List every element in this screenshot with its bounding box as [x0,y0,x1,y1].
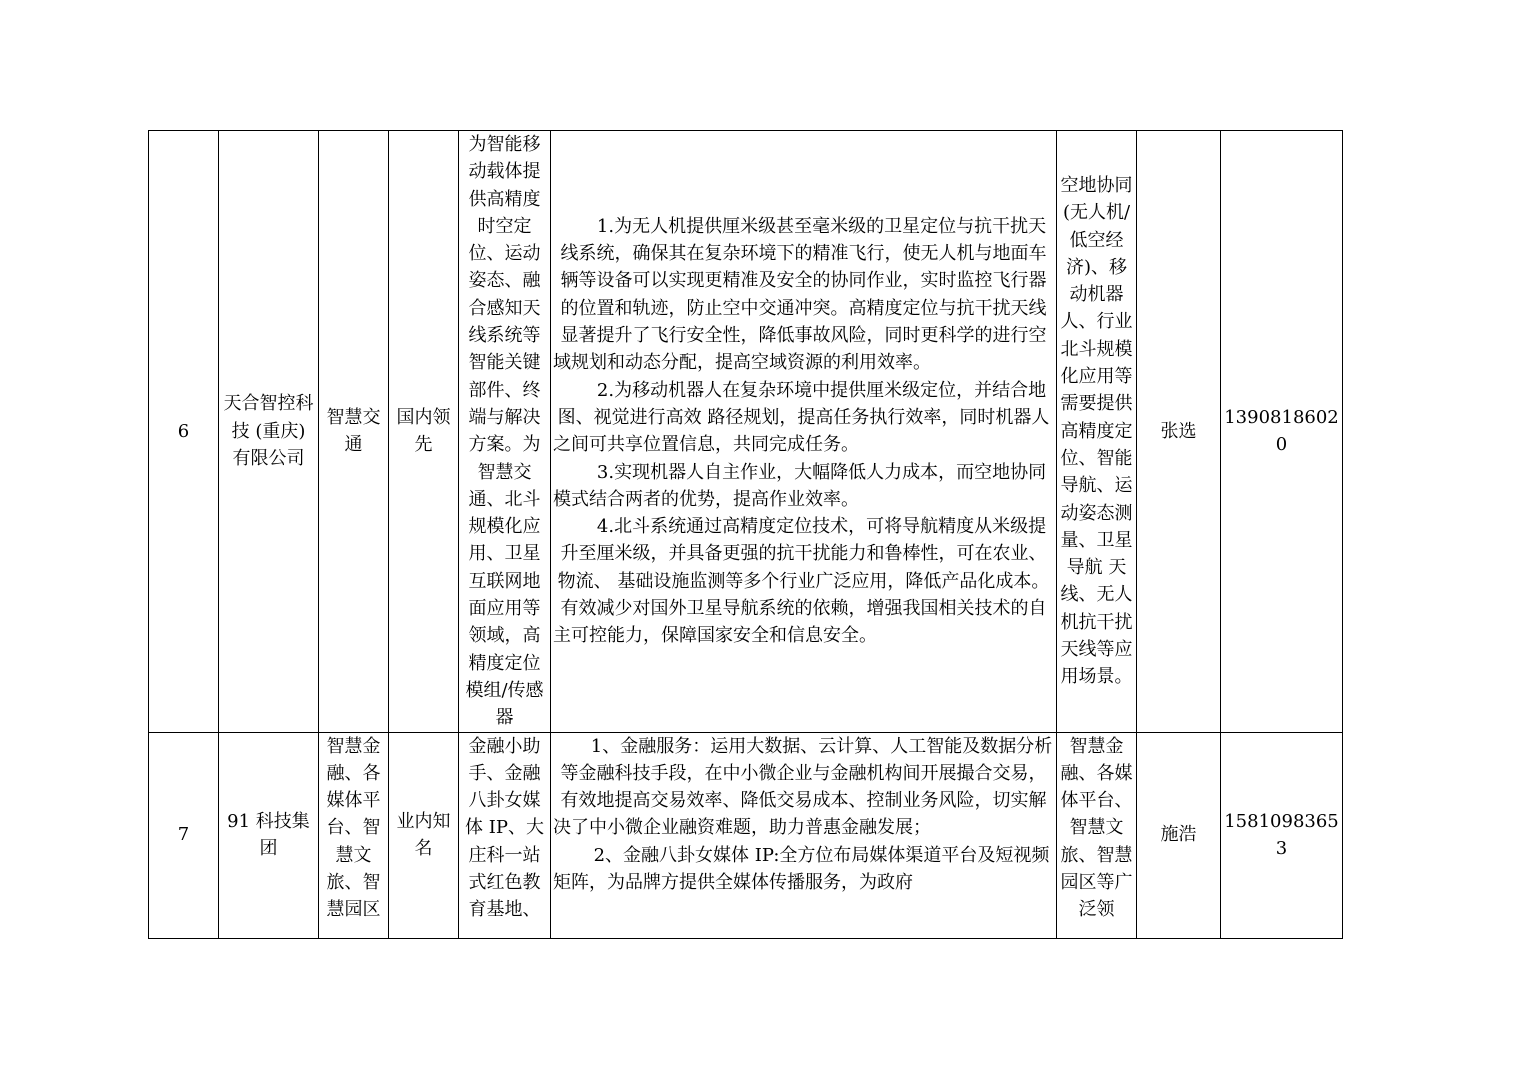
company-table [148,130,1343,939]
product-summary [459,732,551,938]
industry-field: 智慧金融、各媒体平台、智慧文旅、智慧园区 [319,732,389,938]
contact-phone: 15810983653 [1221,732,1343,938]
company-name: 91 科技集团 [219,732,319,938]
table-row [149,131,1343,733]
description-block [553,733,1054,937]
product-summary-text: 金融小助手、金融八卦女媒体 IP、大庄科一站式红色教育基地、 [465,735,544,921]
tech-level: 国内领先 [389,131,459,733]
description-paragraph: 3.实现机器人自主作业，大幅降低人力成本，而空地协同模式结合两者的优势，提高作业效率。 [553,461,1047,510]
row-index: 6 [149,131,219,733]
contact-phone: 13908186020 [1221,131,1343,733]
description-paragraph: 4.北斗系统通过高精度定位技术，可将导航精度从米级提升至厘米级，并具备更强的抗干扰能力和鲁棒性，可在农业、物流、 基础设施监测等多个行业广泛应用，降低产品化成本。有效减少对国外卫星导航系统的依赖，增强我国相关技术的自主可控能力，保障国家安全和信息安全。 [553,516,1050,647]
tech-level: 业内知名 [389,732,459,938]
row-index: 7 [149,732,219,938]
description-paragraph: 1.为无人机提供厘米级甚至毫米级的卫星定位与抗干扰天线系统，确保其在复杂环境下的精准飞行，使无人机与地面车辆等设备可以实现更精准及安全的协同作业，实时监控飞行器的位置和轨迹，防止空中交通冲突。高精度定位与抗干扰天线显著提升了飞行安全性，降低事故风险，同时更科学的进行空域规划和动态分配，提高空域资源的利用效率。 [553,215,1047,374]
product-description [551,131,1057,733]
product-summary: 为智能移动载体提供高精度时空定位、运动姿态、融合感知天线系统等智能关键部件、终端与解决方案。为智慧交通、北斗规模化应用、卫星互联网地面应用等领域，高精度定位模组/传感器 [459,131,551,733]
application-scenarios-text: 智慧金融、各媒体平台、智慧文旅、智慧园区等广泛领 [1060,735,1133,921]
application-scenarios: 空地协同(无人机/低空经济)、移动机器人、行业北斗规模化应用等需要提供高精度定位、智能导航、运动姿态测量、卫星导航 天线、无人机抗干扰天线等应用场景。 [1057,131,1137,733]
description-paragraph: 1、金融服务：运用大数据、云计算、人工智能及数据分析等金融科技手段，在中小微企业与金融机构间开展撮合交易，有效地提高交易效率、降低交易成本、控制业务风险，切实解决了中小微企业融资难题，助力普惠金融发展； [553,735,1053,839]
description-paragraph: 2、金融八卦女媒体 IP:全方位布局媒体渠道平台及短视频矩阵，为品牌方提供全媒体传播服务，为政府 [553,844,1050,894]
company-name: 天合智控科技 (重庆) 有限公司 [219,131,319,733]
contact-person: 施浩 [1137,732,1221,938]
table-row [149,732,1343,938]
application-scenarios [1057,732,1137,938]
industry-field: 智慧交通 [319,131,389,733]
contact-person: 张选 [1137,131,1221,733]
product-description [551,732,1057,938]
description-paragraph: 2.为移动机器人在复杂环境中提供厘米级定位，并结合地图、视觉进行高效 路径规划，提高任务执行效率，同时机器人之间可共享位置信息，共同完成任务。 [553,379,1050,456]
